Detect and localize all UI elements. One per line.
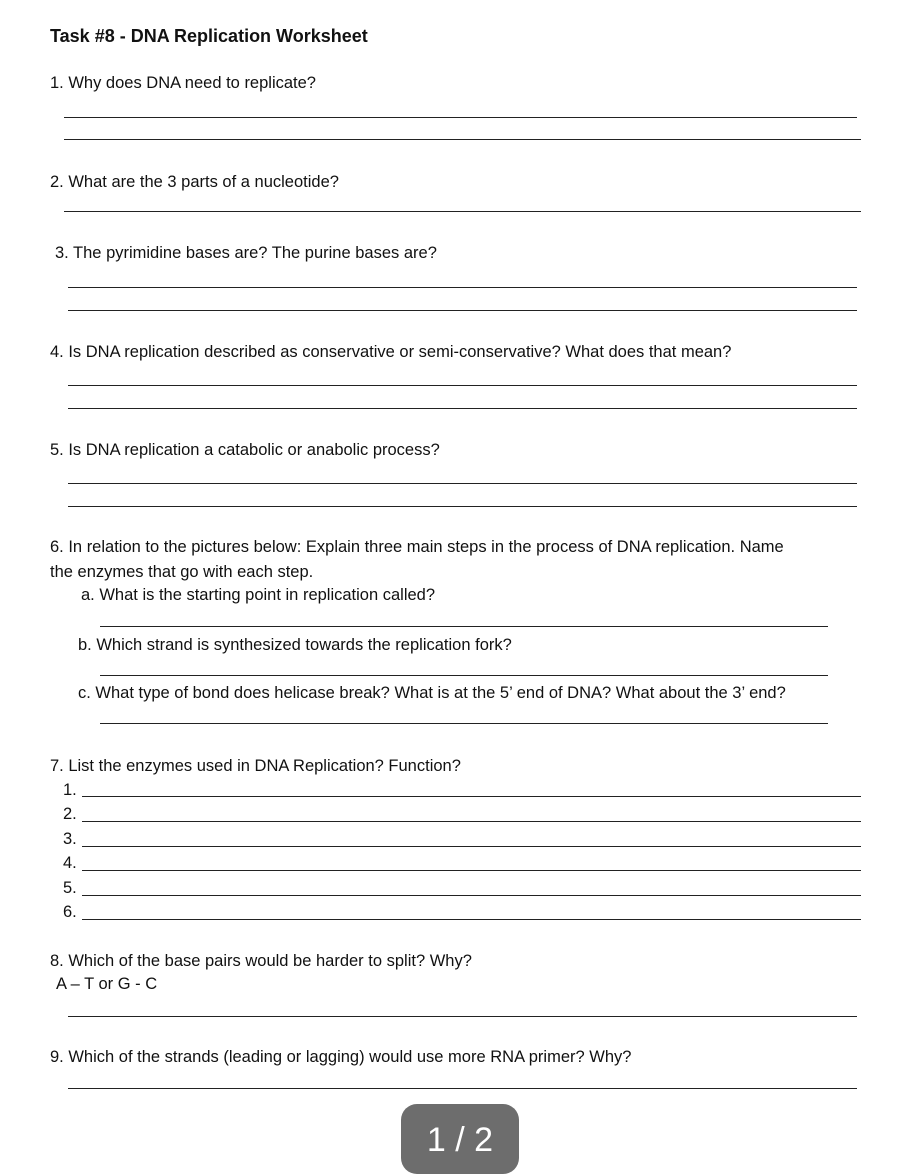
question-4: 4. Is DNA replication described as conservative or semi-conservative? What does that mean? xyxy=(50,343,732,361)
page-indicator-label: 1 / 2 xyxy=(426,1121,494,1159)
question-6: 6. In relation to the pictures below: Explain three main steps in the process of DNA replication. Name xyxy=(50,538,784,556)
list-item-number: 4. xyxy=(63,854,77,872)
question-6b: b. Which strand is synthesized towards the replication fork? xyxy=(78,636,512,654)
answer-line xyxy=(68,1016,857,1017)
answer-line xyxy=(82,796,861,797)
answer-line xyxy=(100,723,828,724)
answer-line xyxy=(82,870,861,871)
answer-line xyxy=(64,117,857,118)
question-7: 7. List the enzymes used in DNA Replication? Function? xyxy=(50,757,461,775)
answer-line xyxy=(68,1088,857,1089)
answer-line xyxy=(68,483,857,484)
question-9: 9. Which of the strands (leading or lagging) would use more RNA primer? Why? xyxy=(50,1048,632,1066)
list-item-number: 3. xyxy=(63,830,77,848)
question-8: 8. Which of the base pairs would be harder to split? Why? xyxy=(50,952,472,970)
worksheet-title: Task #8 - DNA Replication Worksheet xyxy=(50,26,368,46)
answer-line xyxy=(82,895,861,896)
answer-line xyxy=(68,385,857,386)
question-2: 2. What are the 3 parts of a nucleotide? xyxy=(50,173,339,191)
answer-line xyxy=(68,310,857,311)
question-5: 5. Is DNA replication a catabolic or anabolic process? xyxy=(50,441,440,459)
question-3: 3. The pyrimidine bases are? The purine bases are? xyxy=(55,244,437,262)
answer-line xyxy=(68,506,857,507)
list-item-number: 2. xyxy=(63,805,77,823)
list-item-number: 1. xyxy=(63,781,77,799)
answer-line xyxy=(82,821,861,822)
list-item-number: 5. xyxy=(63,879,77,897)
answer-line xyxy=(68,287,857,288)
list-item-number: 6. xyxy=(63,903,77,921)
answer-line xyxy=(100,626,828,627)
question-6c: c. What type of bond does helicase break? What is at the 5’ end of DNA? What about the 3’ end? xyxy=(78,684,786,702)
question-8-options: A – T or G - C xyxy=(56,975,158,993)
answer-line xyxy=(82,846,861,847)
question-6-continued: the enzymes that go with each step. xyxy=(50,563,314,581)
answer-line xyxy=(82,919,861,920)
answer-line xyxy=(100,675,828,676)
question-1: 1. Why does DNA need to replicate? xyxy=(50,74,316,92)
answer-line xyxy=(68,408,857,409)
question-6a: a. What is the starting point in replication called? xyxy=(81,586,436,604)
answer-line xyxy=(64,139,861,140)
answer-line xyxy=(64,211,861,212)
page-indicator[interactable] xyxy=(401,1104,519,1174)
